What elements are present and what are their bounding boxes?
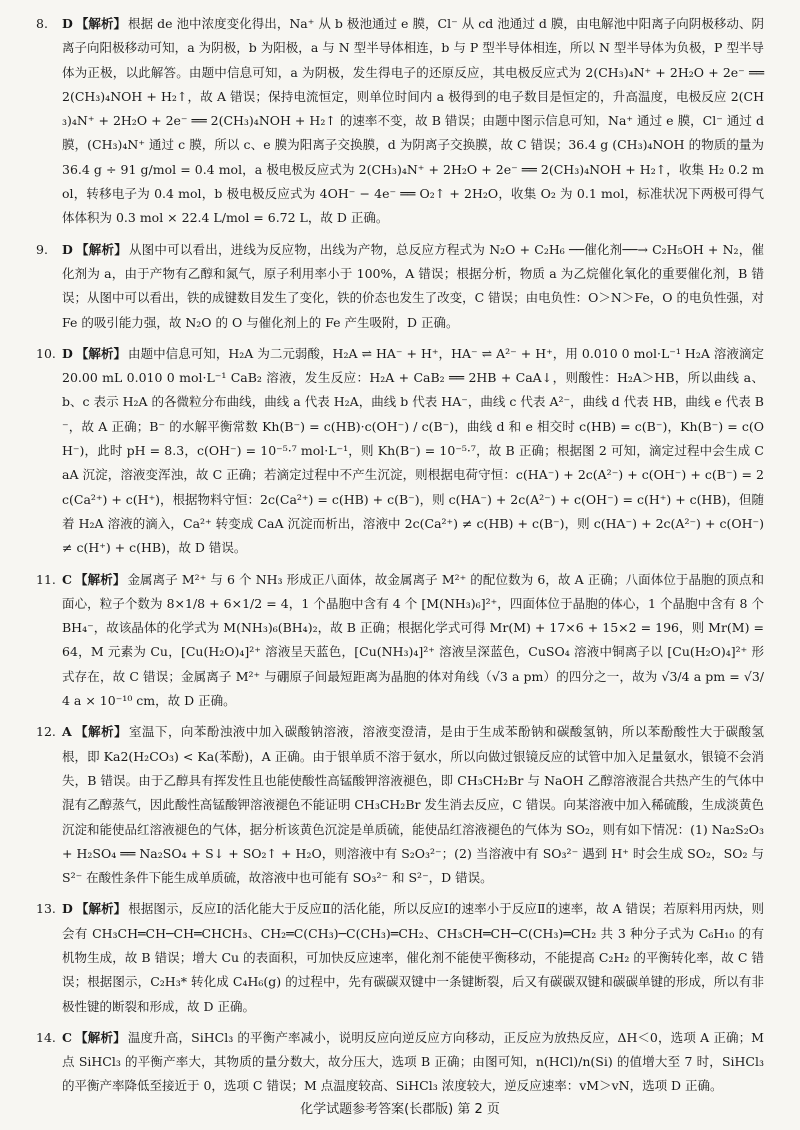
item-text: 根据 de 池中浓度变化得出，Na⁺ 从 b 极池通过 e 膜，Cl⁻ 从 cd 池通过 d 膜，由电解池中阳离子向阴极移动、阴离子向阳极移动可知，a 为阴极，b 为阳极，a 与 N 型半导体相连，b 与 P 型半导体相连，所以 N 型半导体为负极，P 型半导体为正极，以此解答。由题中信息可知，a 为阴极，发生得电子的还原反应，其电极反应式为 2(CH₃)₄N⁺ + 2H₂O + 2e⁻ ══ 2(CH₃)₄NOH + H₂↑，故 A 错误；保持电流恒定，则单位时间内 a 极得到的电子数目是恒定的，升高温度，电极反应 2(CH₃)₄N⁺ + 2H₂O + 2e⁻ ══ 2(CH₃)₄NOH + H₂↑ 的速率不变，故 B 错误；由题中图示信息可知，Na⁺ 通过 e 膜，Cl⁻ 通过 d 膜，(CH₃)₄N⁺ 通过 c 膜，所以 c、e 膜为阳离子交换膜，d 为阴离子交换膜，故 C 错误；36.4 g (CH₃)₄NOH 的物质的量为 36.4 g ÷ 91 g/mol = 0.4 mol，a 极电极反应式为 2(CH₃)₄N⁺ + 2H₂O + 2e⁻ ══ 2(CH₃)₄NOH + H₂↑，收集 H₂ 0.2 mol，转移电子为 0.4 mol，b 极电极反应式为 4OH⁻ − 4e⁻ ══ O₂↑ + 2H₂O，收集 O₂ 为 0.1 mol，标准状况下两极可得气体体积为 0.3 mol × 22.4 L/mol = 6.72 L，故 D 正确。 — [62, 16, 764, 226]
item-text: 室温下，向苯酚浊液中加入碳酸钠溶液，溶液变澄清，是由于生成苯酚钠和碳酸氢钠，所以苯酚酸性大于碳酸氢根，即 Ka2(H₂CO₃) < Ka(苯酚)，A 正确。由于银单质不溶于氨水，所以向做过银镜反应的试管中加入足量氨水，银镜不会消失，B 错误。由于乙醇具有挥发性且也能使酸性高锰酸钾溶液褪色，即 CH₃CH₂Br 与 NaOH 乙醇溶液混合共热产生的气体中混有乙醇蒸气，因此酸性高锰酸钾溶液褪色不能证明 CH₃CH₂Br 发生消去反应，C 错误。向某溶液中加入稀硫酸，生成淡黄色沉淀和能使品红溶液褪色的气体，据分析该黄色沉淀是单质硫，能使品红溶液褪色的气体为 SO₂，则有如下情况：(1) Na₂S₂O₃ + H₂SO₄ ══ Na₂SO₄ + S↓ + SO₂↑ + H₂O，则溶液中有 S₂O₃²⁻；(2) 当溶液中有 SO₃²⁻ 遇到 H⁺ 时会生成 SO₂，SO₂ 与 S²⁻ 在酸性条件下能生成单质硫，故溶液中也可能有 SO₃²⁻ 和 S²⁻，D 错误。 — [62, 724, 764, 886]
item-answer: D — [62, 241, 73, 257]
answer-item-12 — [36, 720, 764, 890]
item-number: 14. — [36, 1029, 56, 1045]
item-answer: C — [62, 571, 72, 587]
item-text: 从图中可以看出，进线为反应物，出线为产物，总反应方程式为 N₂O + C₂H₆ ──催化剂──→ C₂H₅OH + N₂，催化剂为 a，由于产物有乙醇和氮气，原子利用率小于 100%，A 错误；根据分析，物质 a 为乙烷催化氧化的重要催化剂，B 错误；从图中可以看出，铁的成键数目发生了变化，铁的价态也发生了改变，C 错误；由电负性：O＞N＞Fe，O 的电负性强，对 Fe 的吸引能力强，故 N₂O 的 O 与催化剂上的 Fe 产生吸附，D 正确。 — [62, 241, 764, 330]
item-text: 温度升高，SiHCl₃ 的平衡产率减小，说明反应向逆反应方向移动，正反应为放热反应，ΔH＜0，选项 A 正确；M 点 SiHCl₃ 的平衡产率大，其物质的量分数大，故分压大，选项 B 正确；由图可知，n(HCl)/n(Si) 的值增大至 7 时，SiHCl₃ 的平衡产率降低至接近于 0，选项 C 错误；M 点温度较高、SiHCl₃ 浓度较大，逆反应速率：vM＞vN，选项 D 正确。 — [62, 1029, 764, 1094]
item-answer: D — [62, 16, 73, 31]
item-number: 8. — [36, 16, 48, 31]
answer-item-14 — [36, 1026, 764, 1099]
answer-item-9 — [36, 238, 764, 335]
answer-item-8 — [36, 12, 764, 231]
item-number: 9. — [36, 241, 48, 257]
item-answer: A — [62, 724, 72, 740]
item-answer: D — [62, 345, 73, 361]
answer-item-13 — [36, 897, 764, 1018]
item-number: 13. — [36, 901, 56, 917]
item-text: 根据图示，反应Ⅰ的活化能大于反应Ⅱ的活化能，所以反应Ⅰ的速率小于反应Ⅱ的速率，故 A 错误；若原料用丙炔，则会有 CH₃CH═CH─CH═CHCH₃、CH₂═C(CH₃)─C(CH₃)═CH₂、CH₃CH═CH─C(CH₃)═CH₂ 共 3 种分子式为 C₆H₁₀ 的有机物生成，故 B 错误；增大 Cu 的表面积，可加快反应速率，催化剂不能使平衡移动，不能提高 C₂H₂ 的平衡转化率，故 C 错误；根据图示，C₂H₃* 转化成 C₄H₆(g) 的过程中，先有碳碳双键中一条键断裂，后又有碳碳双键和碳碳单键的形成，所以有非极性键的断裂和形成，故 D 正确。 — [62, 901, 764, 1014]
item-tag: 【解析】 — [74, 724, 128, 740]
item-answer: C — [62, 1029, 72, 1045]
item-tag: 【解析】 — [75, 901, 127, 917]
item-tag: 【解析】 — [75, 241, 127, 257]
item-tag: 【解析】 — [75, 16, 127, 31]
item-text: 由题中信息可知，H₂A 为二元弱酸，H₂A ⇌ HA⁻ + H⁺，HA⁻ ⇌ A²⁻ + H⁺，用 0.010 0 mol·L⁻¹ H₂A 溶液滴定 20.00 mL 0.010 0 mol·L⁻¹ CaB₂ 溶液，发生反应：H₂A + CaB₂ ══ 2HB + CaA↓，则酸性：H₂A＞HB，所以曲线 a、b、c 表示 H₂A 的各微粒分布曲线，曲线 a 代表 H₂A，曲线 b 代表 HA⁻，曲线 c 代表 A²⁻，曲线 d 代表 HB，曲线 e 代表 B⁻，故 A 正确；B⁻ 的水解平衡常数 Kh(B⁻) = c(HB)·c(OH⁻) / c(B⁻)，曲线 d 和 e 相交时 c(HB) = c(B⁻)，Kh(B⁻) = c(OH⁻)，此时 pH = 8.3，c(OH⁻) = 10⁻⁵·⁷ mol·L⁻¹，则 Kh(B⁻) = 10⁻⁵·⁷，故 B 正确；根据图 2 可知，滴定过程中会生成 CaA 沉淀，溶液变浑浊，故 C 正确；若滴定过程中不产生沉淀，则根据电荷守恒：c(HA⁻) + 2c(A²⁻) + c(OH⁻) + c(B⁻) = 2c(Ca²⁺) + c(H⁺)，根据物料守恒：2c(Ca²⁺) = c(HB) + c(B⁻)，则 c(HA⁻) + 2c(A²⁻) + c(OH⁻) = c(H⁺) + c(HB)，但随着 H₂A 溶液的滴入，Ca²⁺ 转变成 CaA 沉淀而析出，溶液中 2c(Ca²⁺) ≠ c(HB) + c(B⁻)，则 c(HA⁻) + 2c(A²⁻) + c(OH⁻) ≠ c(H⁺) + c(HB)，故 D 错误。 — [62, 345, 764, 556]
answer-item-10 — [36, 342, 764, 561]
page-footer: 化学试题参考答案(长郡版) 第 2 页 — [300, 1102, 500, 1117]
item-answer: D — [62, 901, 73, 917]
item-text: 金属离子 M²⁺ 与 6 个 NH₃ 形成正八面体，故金属离子 M²⁺ 的配位数为 6，故 A 正确；八面体位于晶胞的顶点和面心，粒子个数为 8×1/8 + 6×1/2 = 4，1 个晶胞中含有 4 个 [M(NH₃)₆]²⁺，四面体位于晶胞的体心，1 个晶胞中含有 8 个 BH₄⁻，故该晶体的化学式为 M(NH₃)₆(BH₄)₂，故 B 正确；根据化学式可得 Mr(M) + 17×6 + 15×2 = 196，则 Mr(M) = 64，M 元素为 Cu，[Cu(H₂O)₄]²⁺ 溶液呈天蓝色，[Cu(NH₃)₄]²⁺ 溶液呈深蓝色，CuSO₄ 溶液中铜离子以 [Cu(H₂O)₄]²⁺ 形式存在，故 C 错误；金属离子 M²⁺ 与硼原子间最短距离为晶胞的体对角线（√3 a pm）的四分之一，故为 √3/4 a pm = √3/4 a × 10⁻¹⁰ cm，故 D 正确。 — [62, 571, 764, 709]
item-number: 11. — [36, 571, 56, 587]
item-number: 10. — [36, 345, 56, 361]
item-tag: 【解析】 — [74, 1029, 126, 1045]
answer-item-11 — [36, 568, 764, 714]
item-number: 12. — [36, 724, 56, 740]
item-tag: 【解析】 — [75, 345, 127, 361]
item-tag: 【解析】 — [74, 571, 126, 587]
